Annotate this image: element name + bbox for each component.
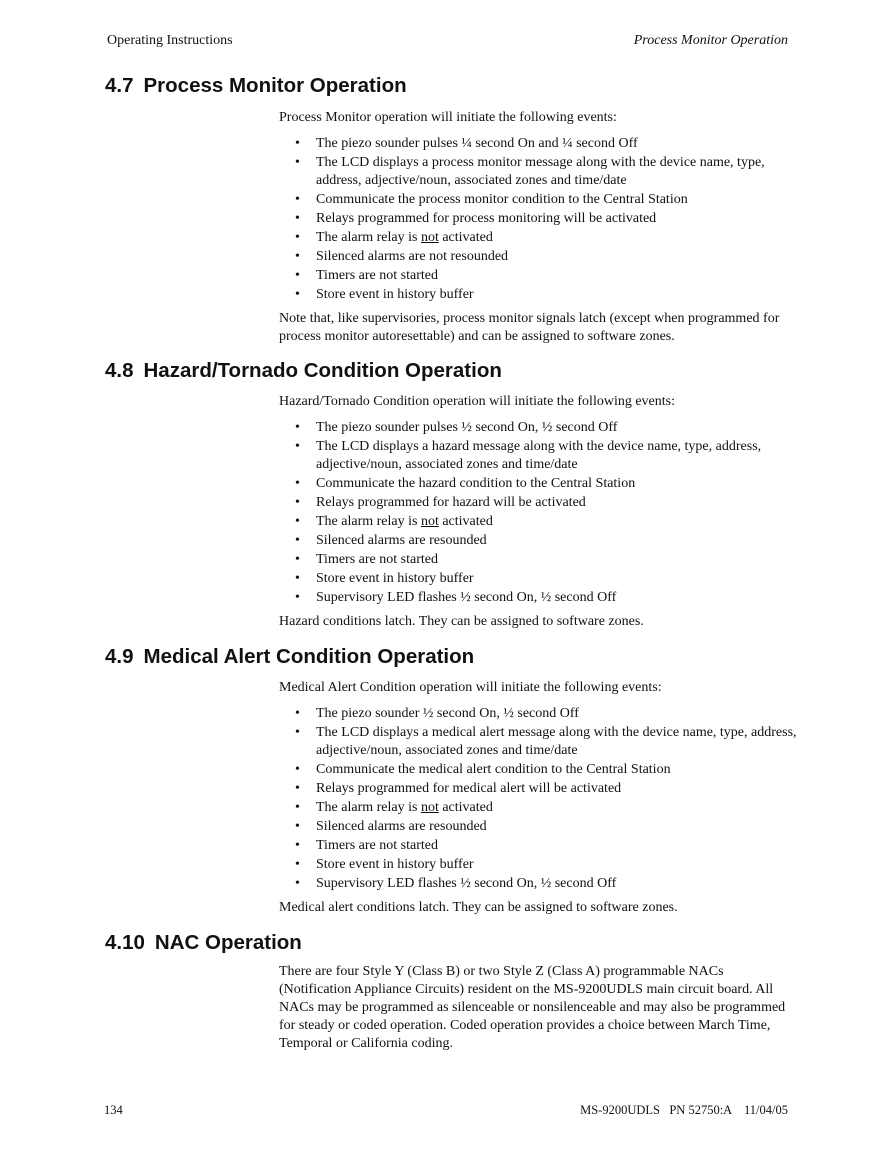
bullet-icon: •: [295, 249, 300, 264]
section-title: Process Monitor Operation: [143, 74, 407, 97]
bullet-icon: •: [295, 706, 300, 721]
section-note: Medical alert conditions latch. They can be assigned to software zones.: [279, 900, 678, 915]
bullet-icon: •: [295, 211, 300, 226]
emphasized-text: not: [420, 230, 439, 245]
event-list: [279, 135, 799, 304]
list-item: [279, 438, 799, 474]
list-item-text: The alarm relay is: [316, 230, 421, 245]
bullet-icon: •: [295, 876, 300, 891]
bullet-icon: •: [295, 192, 300, 207]
section-intro: Process Monitor operation will initiate the following events:: [279, 110, 617, 125]
list-item: [279, 135, 799, 153]
bullet-icon: •: [295, 495, 300, 510]
running-header-left: Operating Instructions: [107, 33, 233, 48]
list-item: [279, 724, 799, 760]
section-heading: [105, 645, 474, 669]
list-item-text: Silenced alarms are resounded: [316, 819, 487, 834]
section-number: 4.10: [105, 931, 145, 954]
list-item: [279, 248, 799, 266]
bullet-icon: •: [295, 552, 300, 567]
section-intro: Hazard/Tornado Condition operation will initiate the following events:: [279, 394, 675, 409]
bullet-icon: •: [295, 819, 300, 834]
list-item-text: Communicate the medical alert condition to the Central Station: [316, 762, 671, 777]
list-item-text: Supervisory LED flashes ½ second On, ½ second Off: [316, 876, 617, 891]
list-item-text: The piezo sounder pulses ½ second On, ½ second Off: [316, 420, 618, 435]
list-item-text: Silenced alarms are not resounded: [316, 249, 509, 264]
bullet-icon: •: [295, 725, 300, 740]
bullet-icon: •: [295, 781, 300, 796]
bullet-icon: •: [295, 838, 300, 853]
section-heading: [105, 931, 302, 955]
bullet-icon: •: [295, 800, 300, 815]
list-item: [279, 856, 799, 874]
list-item: [279, 551, 799, 569]
bullet-icon: •: [295, 420, 300, 435]
list-item-text: The piezo sounder ½ second On, ½ second Off: [316, 706, 579, 721]
list-item-text: The LCD displays a hazard message along with the device name, type, address, adjective/noun, associated zones and time/date: [316, 439, 762, 472]
bullet-icon: •: [295, 590, 300, 605]
list-item-text: The alarm relay is: [316, 514, 421, 529]
list-item-text: The alarm relay is: [316, 800, 421, 815]
bullet-icon: •: [295, 533, 300, 548]
section-body: [279, 963, 789, 1053]
list-item-text: activated: [438, 230, 493, 245]
event-list: [279, 419, 799, 607]
section-number: 4.7: [105, 74, 134, 97]
list-item: [279, 837, 799, 855]
event-list: [279, 705, 799, 893]
list-item: [279, 286, 799, 304]
list-item-text: Supervisory LED flashes ½ second On, ½ second Off: [316, 590, 617, 605]
list-item: [279, 154, 799, 190]
running-header-right: Process Monitor Operation: [633, 33, 788, 48]
list-item: [279, 494, 799, 512]
list-item: [279, 532, 799, 550]
list-item: [279, 210, 799, 228]
list-item: [279, 589, 799, 607]
list-item: [279, 780, 799, 798]
document-reference: MS-9200UDLS PN 52750:A 11/04/05: [580, 1103, 788, 1117]
list-item-text: The LCD displays a process monitor message along with the device name, type, address, adjective/noun, associated zones and time/date: [316, 155, 765, 188]
bullet-icon: •: [295, 762, 300, 777]
list-item-text: Timers are not started: [316, 552, 438, 567]
list-item: [279, 475, 799, 493]
list-item: [279, 761, 799, 779]
bullet-icon: •: [295, 155, 300, 170]
list-item-text: Store event in history buffer: [316, 571, 474, 586]
list-item-text: Timers are not started: [316, 268, 438, 283]
section-note: Hazard conditions latch. They can be assigned to software zones.: [279, 614, 644, 629]
list-item-text: Silenced alarms are resounded: [316, 533, 487, 548]
section-note: Note that, like supervisories, process monitor signals latch (except when programmed for process monitor autoresettable) and can be assigned to software zones.: [279, 311, 780, 344]
section-number: 4.9: [105, 645, 134, 668]
bullet-icon: •: [295, 514, 300, 529]
section-title: Hazard/Tornado Condition Operation: [143, 359, 502, 382]
list-item-text: Store event in history buffer: [316, 287, 474, 302]
section-intro: Medical Alert Condition operation will initiate the following events:: [279, 680, 662, 695]
list-item: [279, 570, 799, 588]
emphasized-text: not: [420, 800, 439, 815]
list-item-text: Relays programmed for hazard will be activated: [316, 495, 586, 510]
bullet-icon: •: [295, 230, 300, 245]
list-item: [279, 799, 799, 817]
list-item-text: activated: [438, 800, 493, 815]
list-item-text: activated: [438, 514, 493, 529]
bullet-icon: •: [295, 476, 300, 491]
section-heading: [105, 359, 502, 383]
list-item-text: Relays programmed for medical alert will be activated: [316, 781, 622, 796]
bullet-icon: •: [295, 571, 300, 586]
section-number: 4.8: [105, 359, 134, 382]
list-item: [279, 229, 799, 247]
bullet-icon: •: [295, 857, 300, 872]
section-body: [279, 109, 799, 346]
list-item-text: Store event in history buffer: [316, 857, 474, 872]
emphasized-text: not: [420, 514, 439, 529]
list-item: [279, 818, 799, 836]
section-body: [279, 393, 799, 631]
section-title: NAC Operation: [154, 931, 302, 954]
bullet-icon: •: [295, 439, 300, 454]
section-paragraph: There are four Style Y (Class B) or two Style Z (Class A) programmable NACs (Notification Appliance Circuits) resident on the MS-9200UDLS main circuit board. All NACs may be programmed as silenceable or nonsilenceable and may also be programmed for steady or coded operation. Coded operation provides a choice between March Time, Temporal or California coding.: [279, 964, 786, 1051]
list-item: [279, 191, 799, 209]
list-item: [279, 705, 799, 723]
list-item-text: The piezo sounder pulses ¼ second On and ¼ second Off: [316, 136, 638, 151]
list-item: [279, 513, 799, 531]
list-item: [279, 419, 799, 437]
list-item: [279, 267, 799, 285]
list-item-text: Relays programmed for process monitoring will be activated: [316, 211, 657, 226]
list-item-text: Communicate the process monitor condition to the Central Station: [316, 192, 688, 207]
list-item-text: Timers are not started: [316, 838, 438, 853]
bullet-icon: •: [295, 268, 300, 283]
bullet-icon: •: [295, 287, 300, 302]
list-item: [279, 875, 799, 893]
page-number: 134: [104, 1103, 123, 1117]
section-heading: [105, 74, 407, 98]
section-body: [279, 679, 799, 917]
bullet-icon: •: [295, 136, 300, 151]
section-title: Medical Alert Condition Operation: [143, 645, 475, 668]
list-item-text: The LCD displays a medical alert message along with the device name, type, address, adjective/noun, associated zones and time/date: [316, 725, 797, 758]
list-item-text: Communicate the hazard condition to the Central Station: [316, 476, 636, 491]
